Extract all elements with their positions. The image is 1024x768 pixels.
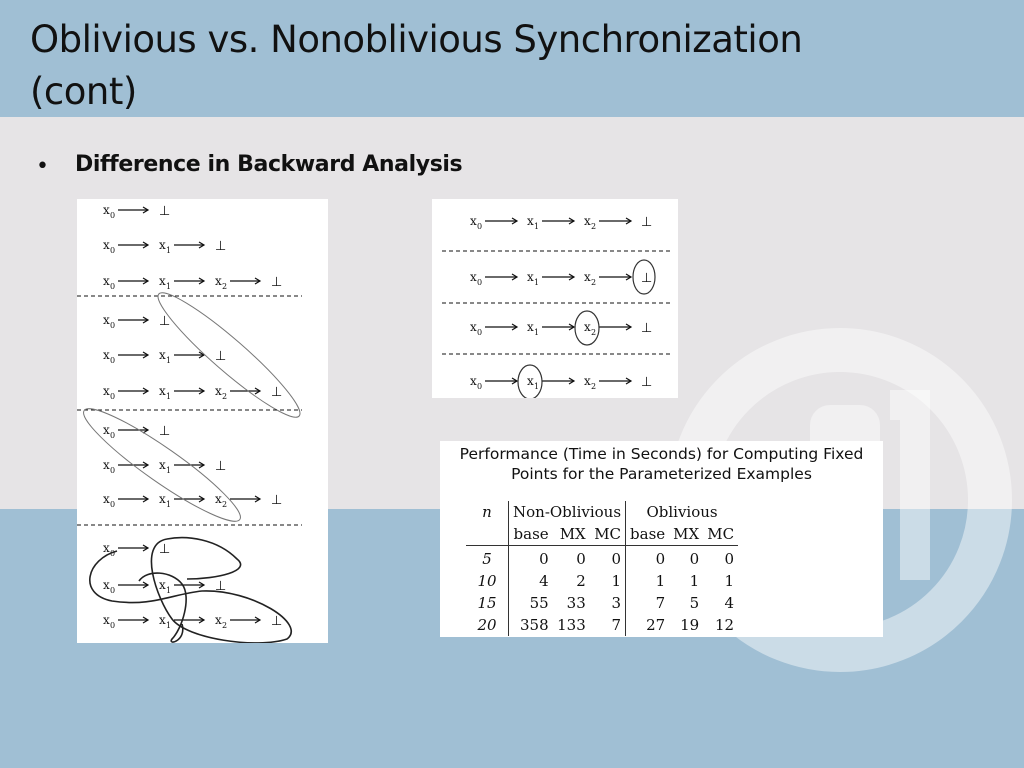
chain-node-x0: x xyxy=(103,578,110,592)
header-group-oblivious: Oblivious xyxy=(646,503,718,521)
chain-node-x2: x xyxy=(215,492,222,506)
chain-node-subscript: 0 xyxy=(110,392,116,401)
chain-node-subscript: 0 xyxy=(110,466,116,475)
table-cell: 5 xyxy=(689,594,700,612)
chain-node-subscript: 1 xyxy=(534,328,540,337)
table-cell: 4 xyxy=(724,594,735,612)
subheader-cell: MC xyxy=(703,523,738,546)
chain-node-x2: x xyxy=(584,270,591,284)
chain-node-subscript: 0 xyxy=(110,282,116,291)
subheader-cell: MX xyxy=(553,523,590,546)
performance-table xyxy=(466,501,738,636)
chain-node-x1: x xyxy=(159,238,166,252)
chain-node-x0: x xyxy=(103,492,110,506)
chain-node-subscript: 1 xyxy=(534,382,540,391)
chain-node-x1: x xyxy=(159,458,166,472)
chain-node-x0: x xyxy=(103,613,110,627)
figure-chain-diagram-right xyxy=(432,199,678,398)
chain-node-x1: x xyxy=(527,320,534,334)
table-cell: 1 xyxy=(724,572,735,590)
chain-node-x1: x xyxy=(159,492,166,506)
chain-bottom-symbol: ⊥ xyxy=(641,271,653,286)
chain-node-x0: x xyxy=(103,274,110,288)
chain-node-subscript: 0 xyxy=(477,222,483,231)
chain-node-subscript: 0 xyxy=(110,431,116,440)
chain-node-subscript: 2 xyxy=(591,222,597,231)
chain-diagram-right xyxy=(432,199,678,398)
chain-node-subscript: 1 xyxy=(166,500,172,509)
chain-bottom-symbol: ⊥ xyxy=(271,493,283,508)
table-cell: 4 xyxy=(539,572,549,590)
chain-bottom-symbol: ⊥ xyxy=(641,321,653,336)
chain-node-subscript: 0 xyxy=(110,621,116,630)
performance-table-figure xyxy=(440,441,883,637)
table-caption xyxy=(440,444,883,484)
chain-node-x2: x xyxy=(215,274,222,288)
table-caption-line1: Performance (Time in Seconds) for Computing Fixed xyxy=(459,445,864,463)
chain-node-subscript: 2 xyxy=(222,500,228,509)
table-cell: 55 xyxy=(529,594,549,612)
header-n: n xyxy=(466,501,509,523)
chain-node-x1: x xyxy=(159,578,166,592)
table-cell: 12 xyxy=(714,616,735,634)
table-cell: 7 xyxy=(655,594,666,612)
dependency-loop xyxy=(148,282,309,428)
slide-title xyxy=(30,14,990,118)
chain-node-subscript: 0 xyxy=(110,321,116,330)
bullet-marker: • xyxy=(36,154,49,179)
chain-node-x0: x xyxy=(470,270,477,284)
chain-node-subscript: 1 xyxy=(166,356,172,365)
chain-bottom-symbol: ⊥ xyxy=(215,349,227,364)
table-row xyxy=(466,614,738,636)
header-group-nonoblivious: Non-Oblivious xyxy=(509,501,626,523)
chain-node-subscript: 0 xyxy=(477,278,483,287)
chain-bottom-symbol: ⊥ xyxy=(215,459,227,474)
chain-node-x0: x xyxy=(103,203,110,217)
chain-bottom-symbol: ⊥ xyxy=(271,275,283,290)
chain-bottom-symbol: ⊥ xyxy=(159,542,171,557)
chain-bottom-symbol: ⊥ xyxy=(215,579,227,594)
chain-node-subscript: 2 xyxy=(591,278,597,287)
row-n: 15 xyxy=(466,592,509,614)
table-cell: 1 xyxy=(590,570,626,592)
table-cell: 0 xyxy=(576,550,586,568)
chain-node-subscript: 1 xyxy=(534,278,540,287)
table-cell: 2 xyxy=(576,572,586,590)
chain-node-x1: x xyxy=(527,270,534,284)
chain-node-subscript: 0 xyxy=(477,382,483,391)
chain-node-subscript: 1 xyxy=(166,466,172,475)
chain-node-x0: x xyxy=(103,238,110,252)
table-cell: 0 xyxy=(655,550,666,568)
table-cell: 3 xyxy=(590,592,626,614)
figure-chain-diagram-left xyxy=(77,199,328,643)
chain-node-subscript: 0 xyxy=(110,549,116,558)
row-n: 20 xyxy=(466,614,509,636)
chain-node-x0: x xyxy=(470,374,477,388)
chain-node-x1: x xyxy=(159,348,166,362)
row-n: 10 xyxy=(466,570,509,592)
subheader-cell: MC xyxy=(590,523,626,546)
chain-node-subscript: 0 xyxy=(110,246,116,255)
chain-node-subscript: 0 xyxy=(110,500,116,509)
table-cell: 0 xyxy=(539,550,549,568)
chain-node-x1: x xyxy=(527,374,534,388)
dependency-loop xyxy=(90,538,291,643)
chain-node-subscript: 2 xyxy=(591,328,597,337)
chain-node-x1: x xyxy=(159,384,166,398)
header-n-blank xyxy=(466,523,509,546)
chain-node-x0: x xyxy=(103,458,110,472)
chain-node-x0: x xyxy=(103,423,110,437)
chain-bottom-symbol: ⊥ xyxy=(159,314,171,329)
chain-node-x1: x xyxy=(159,274,166,288)
chain-bottom-symbol: ⊥ xyxy=(159,424,171,439)
chain-node-x2: x xyxy=(584,214,591,228)
chain-node-subscript: 1 xyxy=(166,282,172,291)
chain-node-x0: x xyxy=(103,384,110,398)
chain-node-x0: x xyxy=(470,214,477,228)
chain-bottom-symbol: ⊥ xyxy=(159,204,171,219)
chain-node-subscript: 1 xyxy=(534,222,540,231)
table-cell: 0 xyxy=(689,550,700,568)
chain-node-subscript: 0 xyxy=(110,586,116,595)
chain-bottom-symbol: ⊥ xyxy=(271,385,283,400)
table-row xyxy=(466,546,738,571)
slide-title-line1: Oblivious vs. Nonoblivious Synchronization xyxy=(30,18,803,61)
chain-bottom-symbol: ⊥ xyxy=(641,215,653,230)
chain-node-x1: x xyxy=(159,613,166,627)
row-n: 5 xyxy=(466,546,509,571)
chain-node-subscript: 2 xyxy=(591,382,597,391)
chain-node-x2: x xyxy=(584,320,591,334)
chain-node-x0: x xyxy=(103,348,110,362)
table-header-row xyxy=(466,501,738,523)
chain-node-x1: x xyxy=(527,214,534,228)
table-cell: 133 xyxy=(557,616,586,634)
chain-node-subscript: 0 xyxy=(477,328,483,337)
chain-node-subscript: 1 xyxy=(166,246,172,255)
chain-node-x2: x xyxy=(215,384,222,398)
subheader-cell: base xyxy=(626,523,670,546)
table-cell: 1 xyxy=(655,572,666,590)
slide-title-line2: (cont) xyxy=(30,70,137,113)
chain-bottom-symbol: ⊥ xyxy=(271,614,283,629)
chain-node-subscript: 1 xyxy=(166,392,172,401)
subheader-cell: MX xyxy=(669,523,703,546)
chain-bottom-symbol: ⊥ xyxy=(215,239,227,254)
subheader-cell: base xyxy=(509,523,553,546)
chain-bottom-symbol: ⊥ xyxy=(641,375,653,390)
chain-node-subscript: 0 xyxy=(110,356,116,365)
chain-node-x2: x xyxy=(215,613,222,627)
chain-node-x0: x xyxy=(103,541,110,555)
table-subheader-row xyxy=(466,523,738,546)
chain-node-subscript: 1 xyxy=(166,621,172,630)
bullet-heading: Difference in Backward Analysis xyxy=(75,152,463,177)
chain-node-subscript: 2 xyxy=(222,621,228,630)
table-cell: 19 xyxy=(680,616,700,634)
table-row xyxy=(466,592,738,614)
table-cell: 358 xyxy=(520,616,549,634)
chain-diagram-left xyxy=(77,199,328,643)
chain-node-subscript: 1 xyxy=(166,586,172,595)
table-row xyxy=(466,570,738,592)
chain-node-subscript: 0 xyxy=(110,211,116,220)
table-cell: 27 xyxy=(646,616,666,634)
chain-node-x0: x xyxy=(470,320,477,334)
chain-node-x0: x xyxy=(103,313,110,327)
chain-node-subscript: 2 xyxy=(222,282,228,291)
table-cell: 0 xyxy=(590,546,626,571)
chain-node-subscript: 2 xyxy=(222,392,228,401)
chain-node-x2: x xyxy=(584,374,591,388)
table-caption-line2: Points for the Parameterized Examples xyxy=(511,465,812,483)
table-cell: 0 xyxy=(724,550,735,568)
table-cell: 33 xyxy=(566,594,586,612)
table-cell: 7 xyxy=(590,614,626,636)
table-cell: 1 xyxy=(689,572,700,590)
